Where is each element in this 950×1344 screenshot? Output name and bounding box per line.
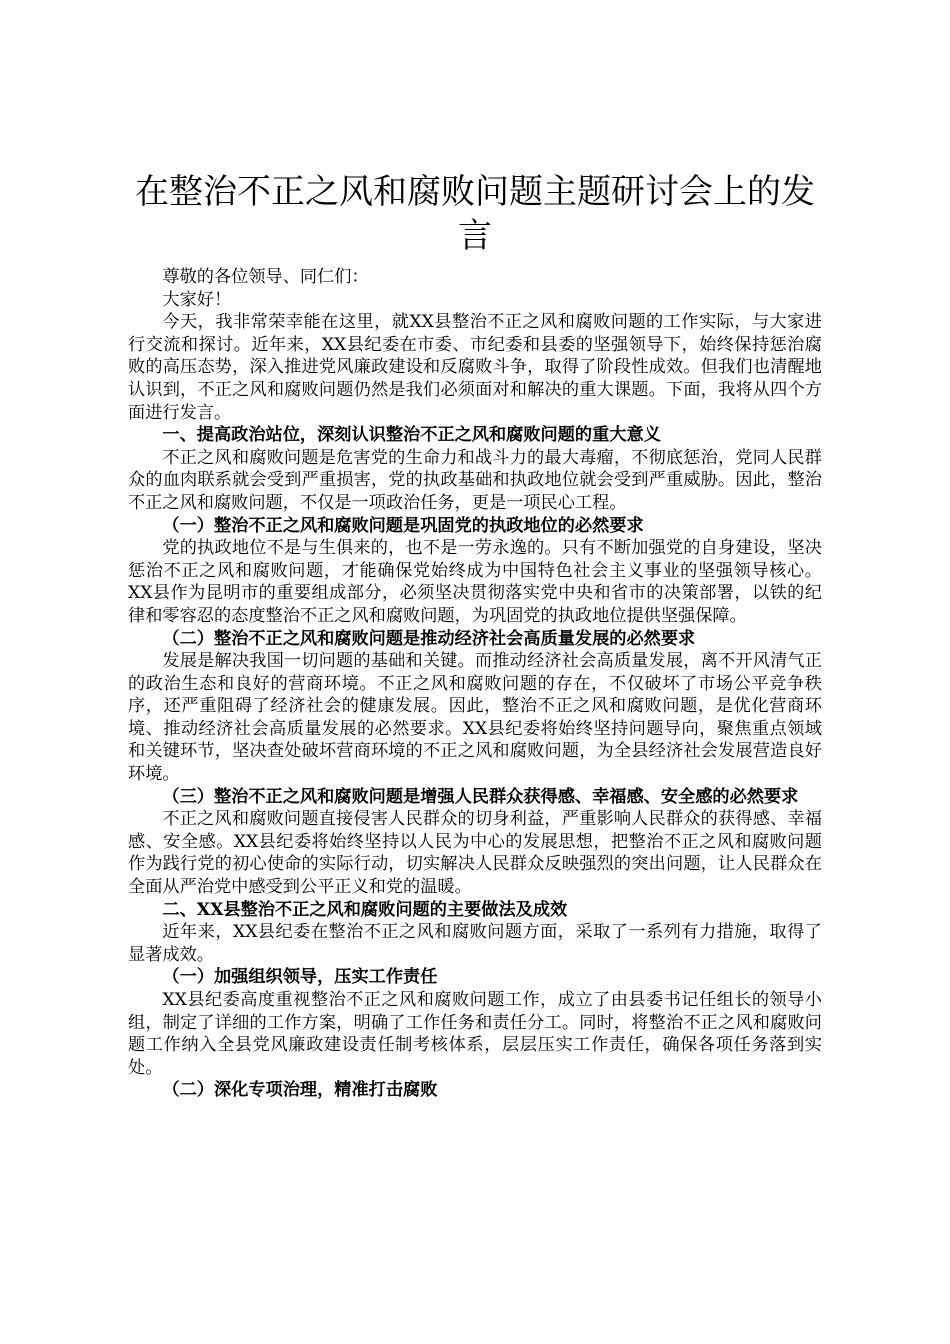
paragraph: 不正之风和腐败问题直接侵害人民群众的切身利益，严重影响人民群众的获得感、幸福感、安全感。XX县纪委将始终坚持以人民为中心的发展思想，把整治不正之风和腐败问题作为践行党的初心使命的实际行动，切实解决人民群众反映强烈的突出问题，让人民群众在全面从严治党中感受到公平正义和党的温暖。 xyxy=(128,809,822,898)
section-heading: 一、提高政治站位，深刻认识整治不正之风和腐败问题的重大意义 xyxy=(162,425,661,446)
section-heading: （一）整治不正之风和腐败问题是巩固党的执政地位的必然要求 xyxy=(162,515,644,536)
paragraph: XX县纪委高度重视整治不正之风和腐败问题工作，成立了由县委书记任组长的领导小组，制定了详细的工作方案，明确了工作任务和责任分工。同时，将整治不正之风和腐败问题工作纳入全县党风廉政建设责任制考核体系，层层压实工作责任，确保各项任务落到实处。 xyxy=(128,990,822,1078)
section-heading: （二）深化专项治理，精准打击腐败 xyxy=(162,1080,438,1101)
section-heading: 二、XX县整治不正之风和腐败问题的主要做法及成效 xyxy=(162,899,568,920)
paragraph: 党的执政地位不是与生俱来的，也不是一劳永逸的。只有不断加强党的自身建设，坚决惩治不正之风和腐败问题，才能确保党始终成为中国特色社会主义事业的坚强领导核心。XX县作为昆明市的重要组成部分，必须坚决贯彻落实党中央和省市的决策部署，以铁的纪律和零容忍的态度整治不正之风和腐败问题，为巩固党的执政地位提供坚强保障。 xyxy=(128,538,822,626)
paragraph: 今天，我非常荣幸能在这里，就XX县整治不正之风和腐败问题的工作实际，与大家进行交流和探讨。近年来，XX县纪委在市委、市纪委和县委的坚强领导下，始终保持惩治腐败的高压态势，深入推进党风廉政建设和反腐败斗争，取得了阶段性成效。但我们也清醒地认识到，不正之风和腐败问题仍然是我们必须面对和解决的重大课题。下面，我将从四个方面进行发言。 xyxy=(128,312,822,423)
section-heading: （三）整治不正之风和腐败问题是增强人民群众获得感、幸福感、安全感的必然要求 xyxy=(162,786,799,807)
document-page xyxy=(128,170,822,1102)
section-heading: （一）加强组织领导，压实工作责任 xyxy=(162,967,438,988)
document-body xyxy=(128,266,822,1102)
paragraph: 大家好！ xyxy=(162,289,232,310)
document-title: 在整治不正之风和腐败问题主题研讨会上的发言 xyxy=(135,172,815,256)
paragraph: 尊敬的各位领导、同仁们： xyxy=(162,267,369,287)
section-heading: （二）整治不正之风和腐败问题是推动经济社会高质量发展的必然要求 xyxy=(162,628,696,649)
paragraph: 近年来，XX县纪委在整治不正之风和腐败问题方面，采取了一系列有力措施，取得了显著成效。 xyxy=(128,922,822,965)
paragraph: 不正之风和腐败问题是危害党的生命力和战斗力的最大毒瘤，不彻底惩治，党同人民群众的血肉联系就会受到严重损害，党的执政基础和执政地位就会受到严重威胁。因此，整治不正之风和腐败问题，不仅是一项政治任务，更是一项民心工程。 xyxy=(128,447,822,513)
paragraph: 发展是解决我国一切问题的基础和关键。而推动经济社会高质量发展，离不开风清气正的政治生态和良好的营商环境。不正之风和腐败问题的存在，不仅破坏了市场公平竞争秩序，还严重阻碍了经济社会的健康发展。因此，整治不正之风和腐败问题，是优化营商环境、推动经济社会高质量发展的必然要求。XX县纪委将始终坚持问题导向，聚焦重点领域和关键环节，坚决查处破坏营商环境的不正之风和腐败问题，为全县经济社会发展营造良好环境。 xyxy=(128,651,822,785)
